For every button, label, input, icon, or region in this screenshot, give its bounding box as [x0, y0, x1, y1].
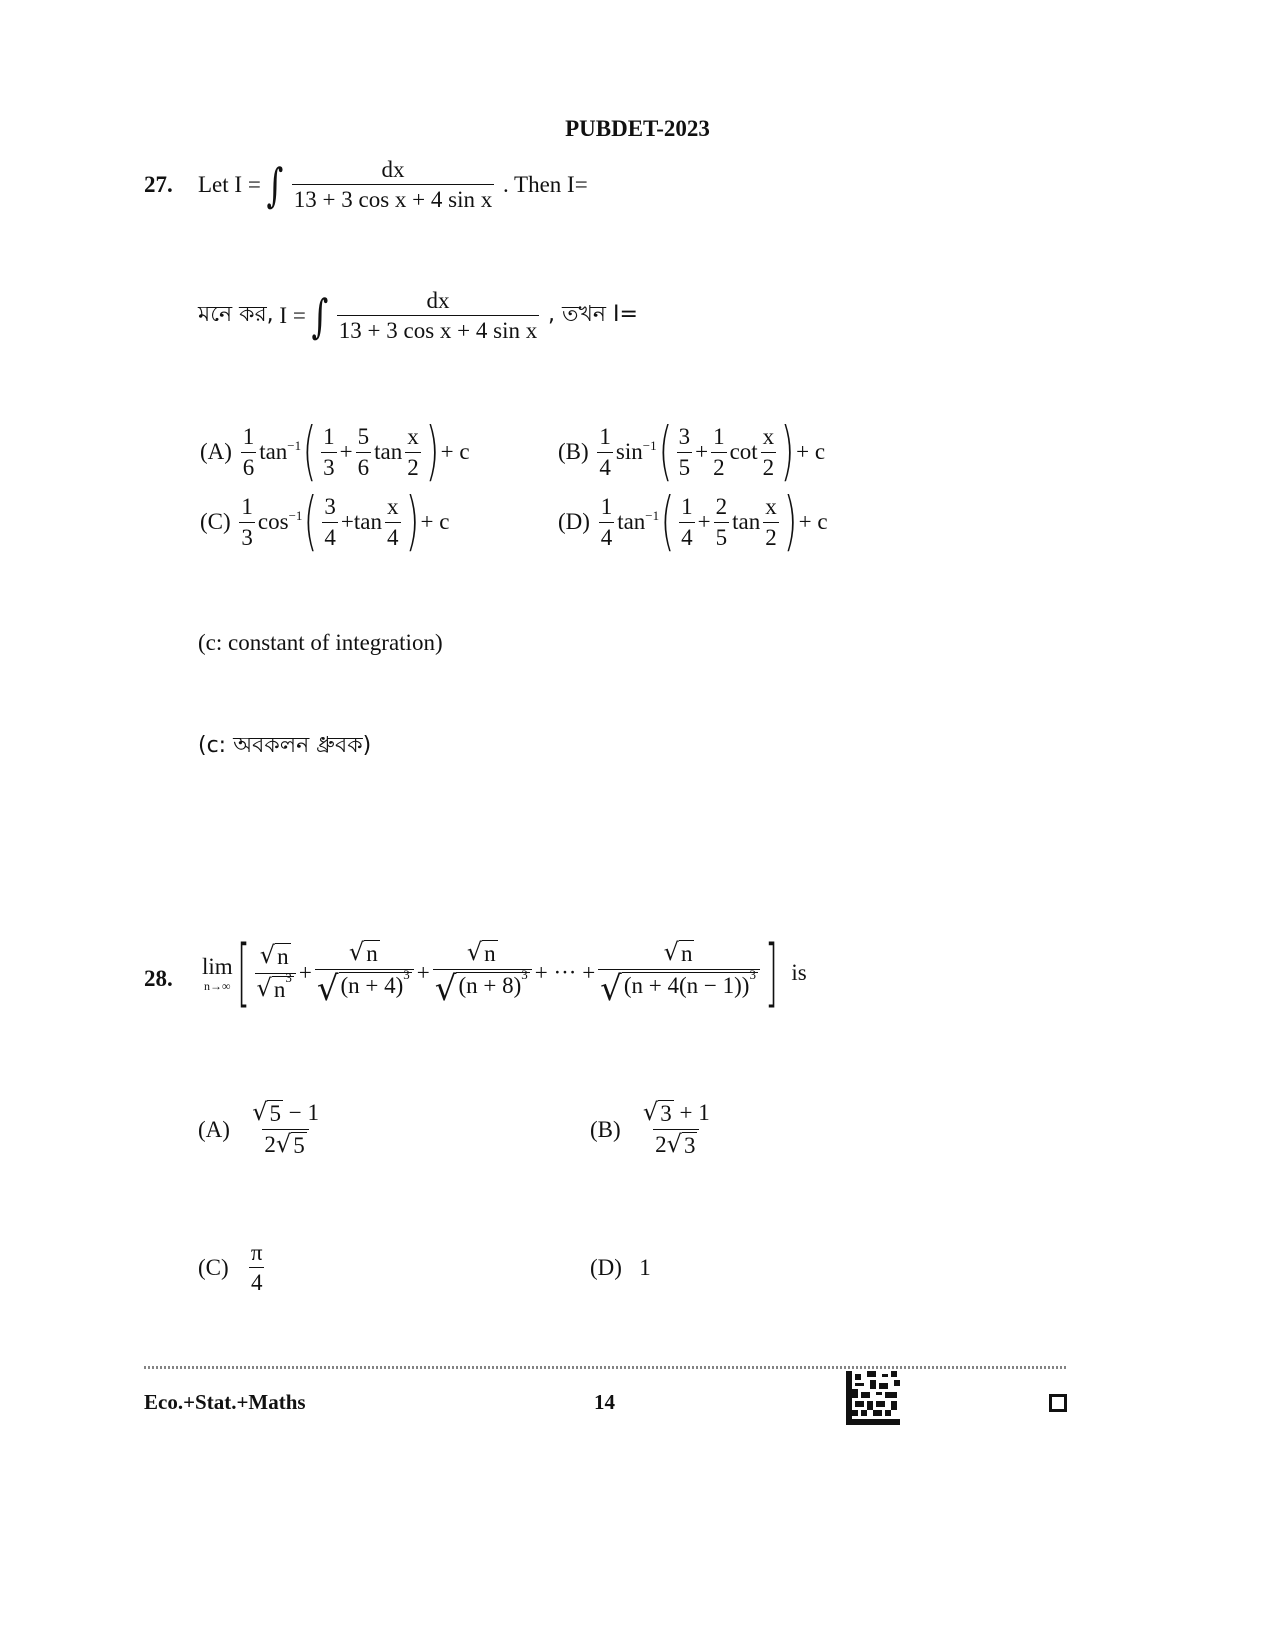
integrand-numerator: dx — [426, 288, 450, 313]
sqrt-icon: √ — [275, 1130, 292, 1159]
sqrt-arg: 3 — [660, 1101, 672, 1126]
integrand-denominator: 13 + 3 cos x + 4 sin x — [292, 184, 494, 212]
func-name: sin — [615, 439, 643, 464]
f1-num: 3 — [324, 494, 336, 520]
sqrt-arg: 5 — [293, 1133, 305, 1159]
q27-note-en: (c: constant of integration) — [198, 630, 443, 655]
inverse-exponent: −1 — [645, 508, 660, 523]
q28-option-c[interactable] — [198, 1240, 268, 1296]
q27-i-eq: I = — [234, 171, 261, 197]
corner-square-icon — [1049, 1394, 1067, 1412]
inverse-exponent: −1 — [287, 438, 302, 453]
func-name: tan — [259, 439, 288, 464]
option-label: (B) — [558, 439, 589, 464]
lim-subscript: n→∞ — [204, 979, 231, 993]
sqrt-icon: √ — [256, 973, 272, 1002]
coef-den: 3 — [239, 522, 255, 550]
option-label: (D) — [558, 509, 590, 534]
question-number-27: 27. — [144, 172, 173, 197]
left-paren: ( — [660, 485, 675, 559]
sqrt-icon: √ — [348, 937, 365, 966]
frac-den: 4 — [249, 1267, 265, 1295]
q27-statement-bn — [198, 288, 638, 344]
f1-num: 3 — [678, 424, 691, 450]
sqrt-arg: 5 — [269, 1101, 281, 1126]
f2-den: 6 — [356, 452, 372, 480]
option-label: (C) — [198, 1254, 229, 1280]
right-paren: ) — [783, 485, 798, 559]
arg-den: 4 — [385, 522, 401, 550]
integrand-numerator: dx — [381, 157, 405, 182]
dots-op: + ··· + — [534, 960, 596, 985]
plus-op: + — [339, 439, 353, 464]
q27-i-eq-bn: I = — [279, 302, 306, 328]
f2-num: 1 — [713, 424, 725, 450]
left-paren: ( — [302, 415, 317, 489]
left-bracket: [ — [236, 930, 250, 1016]
qr-code-icon — [846, 1370, 900, 1426]
arg-den: 2 — [405, 452, 421, 480]
right-paren: ) — [780, 415, 795, 489]
confidential-dotted-rule — [144, 1366, 1068, 1369]
q27-integrand-bn — [337, 288, 539, 344]
plus-op: + — [340, 509, 354, 534]
trig-name: tan — [732, 509, 761, 534]
sqrt-arg: n — [277, 944, 289, 970]
sqrt-arg: n — [273, 976, 286, 1002]
trig-name: cot — [729, 439, 758, 464]
f2-num: 5 — [357, 424, 370, 450]
exponent: 3 — [403, 966, 410, 982]
trig-name: tan — [353, 509, 382, 534]
exponent: 3 — [521, 966, 528, 982]
arg-num: x — [407, 424, 419, 450]
plus-op: + — [695, 439, 709, 464]
q27-option-d[interactable] — [558, 485, 828, 559]
option-tail: + c — [798, 509, 828, 534]
q27-statement-en — [198, 157, 588, 213]
coef-num: 1 — [600, 494, 613, 520]
q28-tail: is — [791, 960, 807, 985]
f2-num: 2 — [715, 494, 728, 520]
option-label: (B) — [590, 1116, 621, 1142]
f2-den: 5 — [714, 522, 730, 550]
den-prefix: 2 — [655, 1132, 667, 1158]
page-header-title: PUBDET-2023 — [565, 116, 710, 141]
question-number-28: 28. — [144, 966, 173, 991]
q27-lead-bn: মনে কর, — [198, 302, 274, 328]
option-tail: + c — [796, 439, 826, 464]
arg-den: 2 — [761, 452, 777, 480]
right-paren: ) — [405, 485, 419, 559]
q28-option-b[interactable] — [590, 1100, 715, 1160]
integral-sign: ∫ — [266, 157, 284, 212]
plus-op: + — [298, 960, 312, 985]
q27-tail-en: . Then I= — [502, 171, 588, 197]
term-n — [598, 937, 760, 1010]
f2-den: 2 — [711, 452, 727, 480]
sqrt-arg: (n + 8) — [458, 973, 522, 999]
arg-den: 2 — [763, 522, 779, 550]
exponent: 3 — [749, 966, 756, 982]
func-name: tan — [617, 509, 646, 534]
sqrt-icon: √ — [316, 969, 339, 1010]
right-paren: ) — [425, 415, 440, 489]
option-label: (D) — [590, 1255, 622, 1280]
func-name: cos — [257, 509, 289, 534]
f1-den: 3 — [321, 452, 337, 480]
option-label: (A) — [198, 1116, 230, 1142]
term-3 — [433, 937, 532, 1010]
f1-num: 1 — [681, 494, 693, 520]
plus-op: + — [416, 960, 430, 985]
option-tail: + c — [440, 439, 470, 464]
left-paren: ( — [304, 485, 318, 559]
sqrt-arg: (n + 4) — [340, 973, 404, 999]
num-tail: − 1 — [288, 1100, 319, 1125]
option-value: 1 — [639, 1255, 651, 1280]
option-label: (C) — [200, 509, 231, 534]
sqrt-icon: √ — [252, 1098, 268, 1126]
q28-option-a[interactable] — [198, 1100, 324, 1160]
lim-text: lim — [202, 954, 233, 979]
sqrt-icon: √ — [259, 941, 276, 970]
footer-subject: Eco.+Stat.+Maths — [144, 1390, 306, 1414]
coef-num: 1 — [242, 424, 255, 450]
sqrt-icon: √ — [642, 1098, 659, 1126]
f1-den: 4 — [679, 522, 695, 550]
sqrt-arg: n — [484, 940, 496, 966]
arg-num: x — [762, 424, 775, 450]
q28-statement — [202, 930, 807, 1016]
term-2 — [315, 937, 414, 1010]
coef-den: 4 — [599, 522, 615, 550]
coef-num: 1 — [241, 494, 253, 520]
inverse-exponent: −1 — [288, 508, 303, 523]
right-bracket: ] — [764, 930, 778, 1016]
coef-num: 1 — [599, 424, 611, 450]
sqrt-icon: √ — [663, 937, 679, 966]
sqrt-arg: (n + 4(n − 1)) — [623, 973, 750, 999]
coef-den: 4 — [597, 452, 613, 480]
integral-sign: ∫ — [311, 288, 329, 343]
pi-symbol: π — [250, 1240, 263, 1265]
f1-den: 5 — [677, 452, 693, 480]
sqrt-icon: √ — [666, 1130, 682, 1159]
sqrt-arg: 3 — [683, 1133, 696, 1159]
q27-option-b[interactable] — [558, 415, 826, 489]
f1-den: 4 — [322, 522, 338, 550]
option-tail: + c — [420, 509, 450, 534]
left-paren: ( — [658, 415, 672, 489]
inverse-exponent: −1 — [642, 438, 657, 453]
option-label: (A) — [200, 439, 232, 464]
coef-den: 6 — [241, 452, 257, 480]
exponent: 3 — [285, 969, 292, 985]
sqrt-icon: √ — [466, 937, 483, 966]
sqrt-icon: √ — [600, 969, 622, 1010]
sqrt-icon: √ — [434, 969, 457, 1010]
q27-note-bn: (c: অবকলন ধ্রুবক) — [198, 733, 372, 758]
term-1 — [255, 943, 296, 1003]
q27-lead-en: Let — [198, 171, 229, 197]
q27-option-c[interactable] — [200, 485, 450, 559]
plus-op: + — [697, 509, 711, 534]
arg-num: x — [765, 494, 777, 520]
sqrt-arg: n — [366, 940, 378, 966]
footer-page-number: 14 — [594, 1390, 615, 1414]
integrand-denominator: 13 + 3 cos x + 4 sin x — [337, 315, 539, 343]
q27-integrand — [292, 157, 494, 213]
trig-name: tan — [374, 439, 403, 464]
q27-option-a[interactable] — [200, 415, 470, 489]
arg-num: x — [387, 494, 399, 520]
q27-tail-bn: , তখন I= — [547, 302, 638, 328]
limit-operator — [202, 954, 233, 992]
f1-num: 1 — [323, 424, 335, 450]
den-prefix: 2 — [264, 1132, 276, 1158]
sqrt-arg: n — [680, 940, 693, 966]
q28-option-d[interactable] — [590, 1255, 651, 1281]
num-tail: + 1 — [679, 1100, 710, 1125]
